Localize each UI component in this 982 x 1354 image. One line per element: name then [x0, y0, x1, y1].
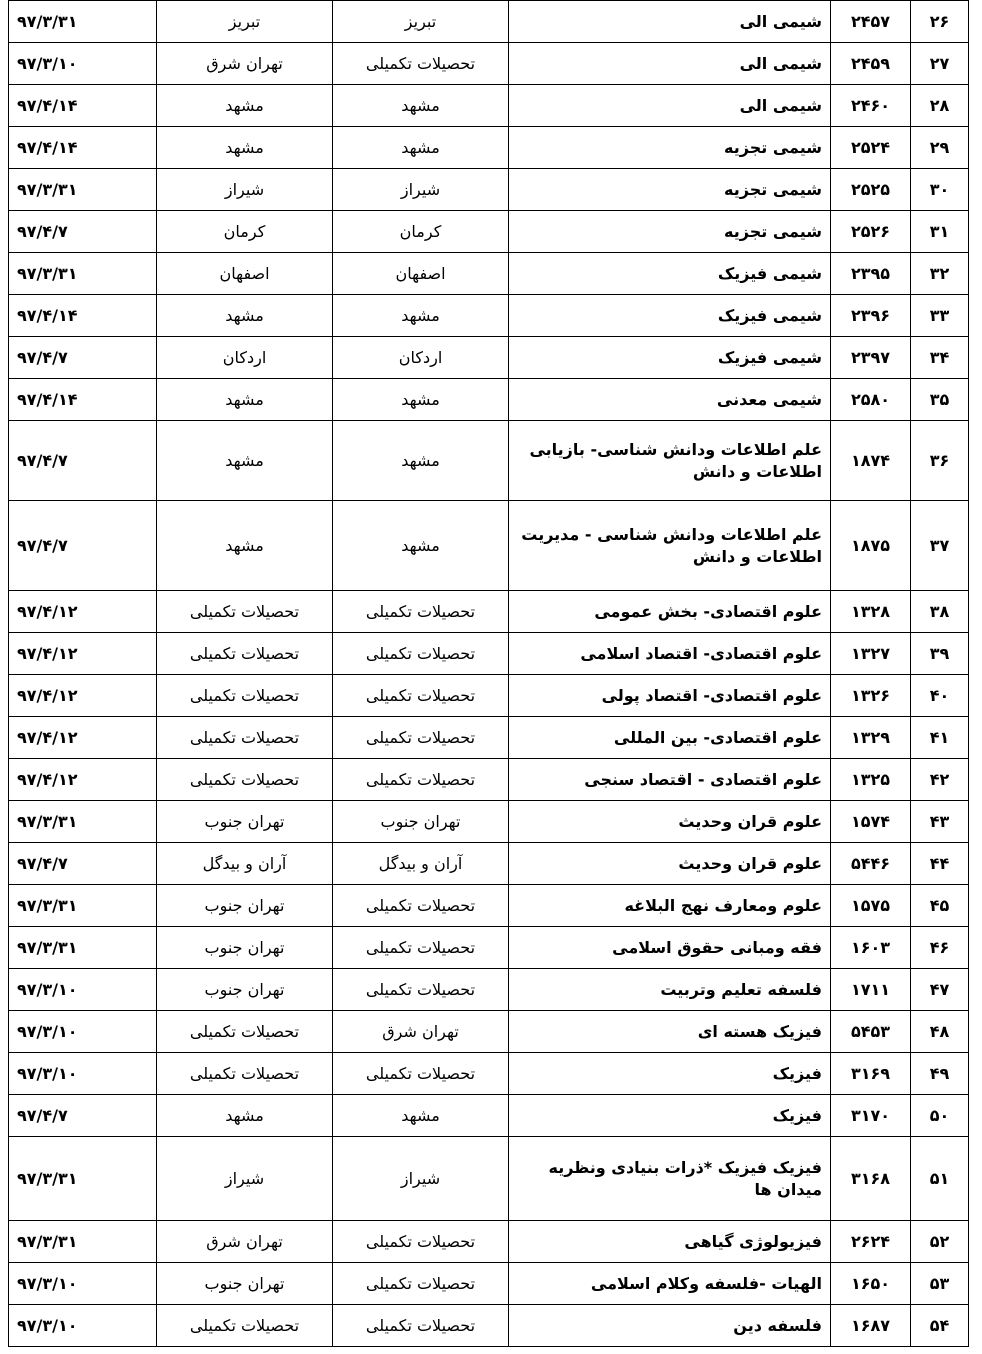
exam-location-cell: مشهد: [333, 85, 509, 127]
exam-location-cell: مشهد: [333, 379, 509, 421]
table-row: [9, 1305, 969, 1347]
field-code-cell: ۲۶۲۴: [831, 1221, 911, 1263]
field-name-cell: علم اطلاعات ودانش شناسی - مدیریت اطلاعات و دانش: [509, 501, 831, 591]
row-number-cell: ۳۲: [911, 253, 969, 295]
exam-location-cell: تهران شرق: [333, 1011, 509, 1053]
exam-location-cell: تحصیلات تکمیلی: [333, 1263, 509, 1305]
unit-location-cell: شیراز: [157, 1137, 333, 1221]
date-cell: ۹۷/۴/۷: [9, 337, 157, 379]
row-number-cell: ۳۱: [911, 211, 969, 253]
exam-location-cell: تبریز: [333, 1, 509, 43]
field-code-cell: ۳۱۷۰: [831, 1095, 911, 1137]
unit-location-cell: تبریز: [157, 1, 333, 43]
field-name-cell: فیزیک هسته ای: [509, 1011, 831, 1053]
date-cell: ۹۷/۴/۱۴: [9, 295, 157, 337]
field-code-cell: ۲۵۲۵: [831, 169, 911, 211]
row-number-cell: ۴۵: [911, 885, 969, 927]
table-row: [9, 591, 969, 633]
unit-location-cell: تهران شرق: [157, 1221, 333, 1263]
unit-location-cell: تحصیلات تکمیلی: [157, 1053, 333, 1095]
exam-location-cell: مشهد: [333, 421, 509, 501]
field-name-cell: علوم ومعارف نهج البلاغه: [509, 885, 831, 927]
date-cell: ۹۷/۳/۱۰: [9, 1053, 157, 1095]
field-code-cell: ۳۱۶۹: [831, 1053, 911, 1095]
unit-location-cell: تحصیلات تکمیلی: [157, 633, 333, 675]
field-name-cell: فقه ومبانی حقوق اسلامی: [509, 927, 831, 969]
field-code-cell: ۱۷۱۱: [831, 969, 911, 1011]
row-number-cell: ۳۸: [911, 591, 969, 633]
unit-location-cell: مشهد: [157, 501, 333, 591]
row-number-cell: ۲۹: [911, 127, 969, 169]
row-number-cell: ۴۰: [911, 675, 969, 717]
row-number-cell: ۳۶: [911, 421, 969, 501]
field-name-cell: الهیات -فلسفه وکلام اسلامی: [509, 1263, 831, 1305]
date-cell: ۹۷/۴/۱۲: [9, 633, 157, 675]
table-row: [9, 1053, 969, 1095]
exam-location-cell: تحصیلات تکمیلی: [333, 927, 509, 969]
field-code-cell: ۱۳۲۸: [831, 591, 911, 633]
field-name-cell: فلسفه دین: [509, 1305, 831, 1347]
document-page: [8, 0, 974, 1347]
exam-location-cell: تحصیلات تکمیلی: [333, 717, 509, 759]
field-name-cell: فیزیک: [509, 1095, 831, 1137]
table-row: [9, 337, 969, 379]
exam-location-cell: تحصیلات تکمیلی: [333, 1221, 509, 1263]
table-row: [9, 421, 969, 501]
unit-location-cell: تحصیلات تکمیلی: [157, 591, 333, 633]
exam-location-cell: مشهد: [333, 501, 509, 591]
date-cell: ۹۷/۴/۷: [9, 501, 157, 591]
unit-location-cell: تهران شرق: [157, 43, 333, 85]
field-name-cell: شیمی تجزیه: [509, 127, 831, 169]
field-code-cell: ۲۴۶۰: [831, 85, 911, 127]
unit-location-cell: تحصیلات تکمیلی: [157, 759, 333, 801]
table-row: [9, 1011, 969, 1053]
row-number-cell: ۳۴: [911, 337, 969, 379]
field-name-cell: شیمی فیزیک: [509, 337, 831, 379]
field-code-cell: ۱۳۲۷: [831, 633, 911, 675]
date-cell: ۹۷/۳/۳۱: [9, 1, 157, 43]
table-row: [9, 85, 969, 127]
exam-location-cell: تحصیلات تکمیلی: [333, 885, 509, 927]
unit-location-cell: تهران جنوب: [157, 927, 333, 969]
field-code-cell: ۲۳۹۵: [831, 253, 911, 295]
unit-location-cell: مشهد: [157, 85, 333, 127]
unit-location-cell: کرمان: [157, 211, 333, 253]
field-code-cell: ۱۳۲۹: [831, 717, 911, 759]
field-name-cell: فیزیک: [509, 1053, 831, 1095]
date-cell: ۹۷/۳/۱۰: [9, 1305, 157, 1347]
table-row: [9, 253, 969, 295]
unit-location-cell: مشهد: [157, 1095, 333, 1137]
exam-location-cell: آران و بیدگل: [333, 843, 509, 885]
field-name-cell: شیمی فیزیک: [509, 253, 831, 295]
row-number-cell: ۳۵: [911, 379, 969, 421]
unit-location-cell: تحصیلات تکمیلی: [157, 675, 333, 717]
field-code-cell: ۲۵۸۰: [831, 379, 911, 421]
exam-location-cell: تحصیلات تکمیلی: [333, 43, 509, 85]
table-row: [9, 1095, 969, 1137]
exam-location-cell: تحصیلات تکمیلی: [333, 969, 509, 1011]
field-name-cell: علوم اقتصادی- اقتصاد اسلامی: [509, 633, 831, 675]
unit-location-cell: تحصیلات تکمیلی: [157, 1305, 333, 1347]
table-row: [9, 1137, 969, 1221]
field-name-cell: علوم اقتصادی - اقتصاد سنجی: [509, 759, 831, 801]
date-cell: ۹۷/۴/۷: [9, 1095, 157, 1137]
table-row: [9, 169, 969, 211]
exam-location-cell: تحصیلات تکمیلی: [333, 633, 509, 675]
field-code-cell: ۱۳۲۶: [831, 675, 911, 717]
date-cell: ۹۷/۳/۳۱: [9, 927, 157, 969]
table-row: [9, 675, 969, 717]
unit-location-cell: مشهد: [157, 379, 333, 421]
field-name-cell: شیمی معدنی: [509, 379, 831, 421]
field-name-cell: فیزیک فیزیک *ذرات بنیادی ونظریه میدان ها: [509, 1137, 831, 1221]
date-cell: ۹۷/۳/۱۰: [9, 1011, 157, 1053]
row-number-cell: ۲۷: [911, 43, 969, 85]
field-code-cell: ۱۸۷۴: [831, 421, 911, 501]
row-number-cell: ۵۰: [911, 1095, 969, 1137]
date-cell: ۹۷/۳/۳۱: [9, 801, 157, 843]
field-name-cell: علوم قران وحدیث: [509, 843, 831, 885]
row-number-cell: ۲۶: [911, 1, 969, 43]
date-cell: ۹۷/۴/۷: [9, 421, 157, 501]
field-name-cell: شیمی الی: [509, 1, 831, 43]
table-row: [9, 885, 969, 927]
table-row: [9, 379, 969, 421]
date-cell: ۹۷/۳/۱۰: [9, 43, 157, 85]
row-number-cell: ۴۸: [911, 1011, 969, 1053]
unit-location-cell: تهران جنوب: [157, 969, 333, 1011]
table-row: [9, 501, 969, 591]
unit-location-cell: شیراز: [157, 169, 333, 211]
field-name-cell: علوم قران وحدیث: [509, 801, 831, 843]
row-number-cell: ۵۳: [911, 1263, 969, 1305]
date-cell: ۹۷/۳/۱۰: [9, 1263, 157, 1305]
field-code-cell: ۲۴۵۷: [831, 1, 911, 43]
row-number-cell: ۴۶: [911, 927, 969, 969]
table-row: [9, 1, 969, 43]
field-name-cell: علوم اقتصادی- اقتصاد پولی: [509, 675, 831, 717]
field-code-cell: ۱۵۷۴: [831, 801, 911, 843]
unit-location-cell: تحصیلات تکمیلی: [157, 717, 333, 759]
table-row: [9, 843, 969, 885]
row-number-cell: ۵۱: [911, 1137, 969, 1221]
row-number-cell: ۴۴: [911, 843, 969, 885]
exam-location-cell: مشهد: [333, 127, 509, 169]
field-code-cell: ۱۶۵۰: [831, 1263, 911, 1305]
unit-location-cell: مشهد: [157, 127, 333, 169]
row-number-cell: ۴۳: [911, 801, 969, 843]
unit-location-cell: اصفهان: [157, 253, 333, 295]
table-row: [9, 1263, 969, 1305]
date-cell: ۹۷/۳/۳۱: [9, 253, 157, 295]
field-name-cell: علوم اقتصادی- بین المللی: [509, 717, 831, 759]
exam-location-cell: تحصیلات تکمیلی: [333, 675, 509, 717]
date-cell: ۹۷/۴/۱۲: [9, 675, 157, 717]
table-row: [9, 927, 969, 969]
exam-location-cell: شیراز: [333, 1137, 509, 1221]
unit-location-cell: تحصیلات تکمیلی: [157, 1011, 333, 1053]
row-number-cell: ۳۹: [911, 633, 969, 675]
field-name-cell: علوم اقتصادی- بخش عمومی: [509, 591, 831, 633]
date-cell: ۹۷/۴/۱۴: [9, 127, 157, 169]
row-number-cell: ۳۳: [911, 295, 969, 337]
exam-location-cell: تهران جنوب: [333, 801, 509, 843]
date-cell: ۹۷/۴/۷: [9, 211, 157, 253]
exam-location-cell: اردکان: [333, 337, 509, 379]
table-row: [9, 801, 969, 843]
table-row: [9, 295, 969, 337]
unit-location-cell: آران و بیدگل: [157, 843, 333, 885]
table-row: [9, 969, 969, 1011]
field-code-cell: ۳۱۶۸: [831, 1137, 911, 1221]
table-row: [9, 211, 969, 253]
exam-location-cell: تحصیلات تکمیلی: [333, 1305, 509, 1347]
field-name-cell: شیمی الی: [509, 43, 831, 85]
field-name-cell: شیمی تجزیه: [509, 169, 831, 211]
field-code-cell: ۱۸۷۵: [831, 501, 911, 591]
date-cell: ۹۷/۴/۱۲: [9, 717, 157, 759]
exam-location-cell: تحصیلات تکمیلی: [333, 1053, 509, 1095]
field-code-cell: ۵۴۴۶: [831, 843, 911, 885]
exam-location-cell: اصفهان: [333, 253, 509, 295]
row-number-cell: ۵۴: [911, 1305, 969, 1347]
field-code-cell: ۵۴۵۳: [831, 1011, 911, 1053]
row-number-cell: ۴۹: [911, 1053, 969, 1095]
date-cell: ۹۷/۳/۳۱: [9, 1137, 157, 1221]
exam-location-cell: کرمان: [333, 211, 509, 253]
field-name-cell: شیمی تجزیه: [509, 211, 831, 253]
field-code-cell: ۱۵۷۵: [831, 885, 911, 927]
date-cell: ۹۷/۴/۱۴: [9, 379, 157, 421]
unit-location-cell: تهران جنوب: [157, 801, 333, 843]
field-name-cell: علم اطلاعات ودانش شناسی- بازیابی اطلاعات و دانش: [509, 421, 831, 501]
exam-location-cell: تحصیلات تکمیلی: [333, 591, 509, 633]
field-code-cell: ۱۶۰۳: [831, 927, 911, 969]
field-name-cell: فلسفه تعلیم وتربیت: [509, 969, 831, 1011]
date-cell: ۹۷/۳/۱۰: [9, 969, 157, 1011]
table-row: [9, 759, 969, 801]
field-code-cell: ۲۵۲۶: [831, 211, 911, 253]
table-row: [9, 717, 969, 759]
table-row: [9, 633, 969, 675]
row-number-cell: ۴۲: [911, 759, 969, 801]
table-body: [9, 1, 969, 1347]
field-name-cell: فیزیولوژی گیاهی: [509, 1221, 831, 1263]
date-cell: ۹۷/۴/۷: [9, 843, 157, 885]
field-code-cell: ۲۵۲۴: [831, 127, 911, 169]
field-code-cell: ۱۶۸۷: [831, 1305, 911, 1347]
row-number-cell: ۴۷: [911, 969, 969, 1011]
unit-location-cell: تهران جنوب: [157, 885, 333, 927]
unit-location-cell: مشهد: [157, 295, 333, 337]
field-name-cell: شیمی الی: [509, 85, 831, 127]
date-cell: ۹۷/۴/۱۴: [9, 85, 157, 127]
exam-location-cell: مشهد: [333, 295, 509, 337]
table-row: [9, 127, 969, 169]
table-row: [9, 1221, 969, 1263]
field-code-cell: ۲۳۹۷: [831, 337, 911, 379]
date-cell: ۹۷/۴/۱۲: [9, 591, 157, 633]
exam-location-cell: مشهد: [333, 1095, 509, 1137]
date-cell: ۹۷/۴/۱۲: [9, 759, 157, 801]
unit-location-cell: مشهد: [157, 421, 333, 501]
row-number-cell: ۴۱: [911, 717, 969, 759]
exam-location-cell: تحصیلات تکمیلی: [333, 759, 509, 801]
field-code-cell: ۲۴۵۹: [831, 43, 911, 85]
date-cell: ۹۷/۳/۳۱: [9, 169, 157, 211]
row-number-cell: ۵۲: [911, 1221, 969, 1263]
date-cell: ۹۷/۳/۳۱: [9, 1221, 157, 1263]
row-number-cell: ۲۸: [911, 85, 969, 127]
exam-schedule-table: [8, 0, 969, 1347]
date-cell: ۹۷/۳/۳۱: [9, 885, 157, 927]
table-row: [9, 43, 969, 85]
field-code-cell: ۱۳۲۵: [831, 759, 911, 801]
row-number-cell: ۳۷: [911, 501, 969, 591]
field-name-cell: شیمی فیزیک: [509, 295, 831, 337]
unit-location-cell: اردکان: [157, 337, 333, 379]
row-number-cell: ۳۰: [911, 169, 969, 211]
unit-location-cell: تهران جنوب: [157, 1263, 333, 1305]
field-code-cell: ۲۳۹۶: [831, 295, 911, 337]
exam-location-cell: شیراز: [333, 169, 509, 211]
